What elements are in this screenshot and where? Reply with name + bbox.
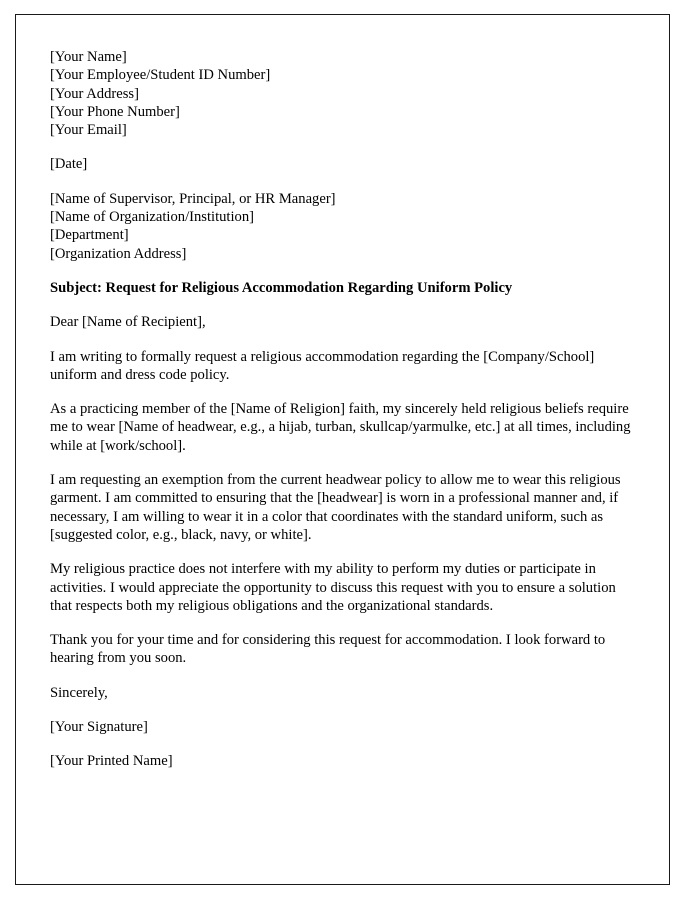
date-line: [Date]: [50, 156, 88, 173]
date-block: [50, 155, 635, 173]
body-paragraph-2: As a practicing member of the [Name of Religion] faith, my sincerely held religious beliefs require me to wear [Name of headwear, e.g., a hijab, turban, skullcap/yarmulke, etc.] at all times, including while at [work/school].: [50, 401, 631, 454]
sender-email-line: [Your Email]: [50, 122, 127, 139]
recipient-block: [50, 190, 635, 263]
recipient-address-line: [Organization Address]: [50, 245, 187, 262]
recipient-name-line: [Name of Supervisor, Principal, or HR Manager]: [50, 190, 336, 207]
sender-phone-line: [Your Phone Number]: [50, 103, 180, 120]
sender-id-line: [Your Employee/Student ID Number]: [50, 67, 271, 84]
body-paragraph-5: Thank you for your time and for considering this request for accommodation. I look forward to hearing from you soon.: [50, 632, 606, 667]
sender-block: [50, 48, 635, 139]
printed-name-line: [Your Printed Name]: [50, 753, 173, 770]
letter-page: [15, 14, 670, 885]
sender-name-line: [Your Name]: [50, 49, 127, 65]
signature-line: [Your Signature]: [50, 719, 148, 736]
body-paragraph-4: My religious practice does not interfere with my ability to perform my duties or participate in activities. I would appreciate the opportunity to discuss this request with you to ensure a solution that respects both my religious obligations and the organizational standards.: [50, 561, 616, 614]
body-paragraph-3: I am requesting an exemption from the current headwear policy to allow me to wear this religious garment. I am committed to ensuring that the [headwear] is worn in a professional manner and, if necessary, I am willing to wear it in a color that coordinates with the standard uniform, such as [suggested color, e.g., black, navy, or white].: [50, 472, 621, 543]
letter-content: [16, 15, 669, 771]
recipient-department-line: [Department]: [50, 227, 129, 244]
sender-address-line: [Your Address]: [50, 85, 139, 102]
closing-line: Sincerely,: [50, 684, 108, 701]
recipient-org-line: [Name of Organization/Institution]: [50, 209, 254, 226]
salutation-line: Dear [Name of Recipient],: [50, 314, 206, 331]
body-paragraph-1: I am writing to formally request a religious accommodation regarding the [Company/School] uniform and dress code policy.: [50, 348, 595, 383]
subject-line: Subject: Request for Religious Accommodation Regarding Uniform Policy: [50, 279, 513, 296]
